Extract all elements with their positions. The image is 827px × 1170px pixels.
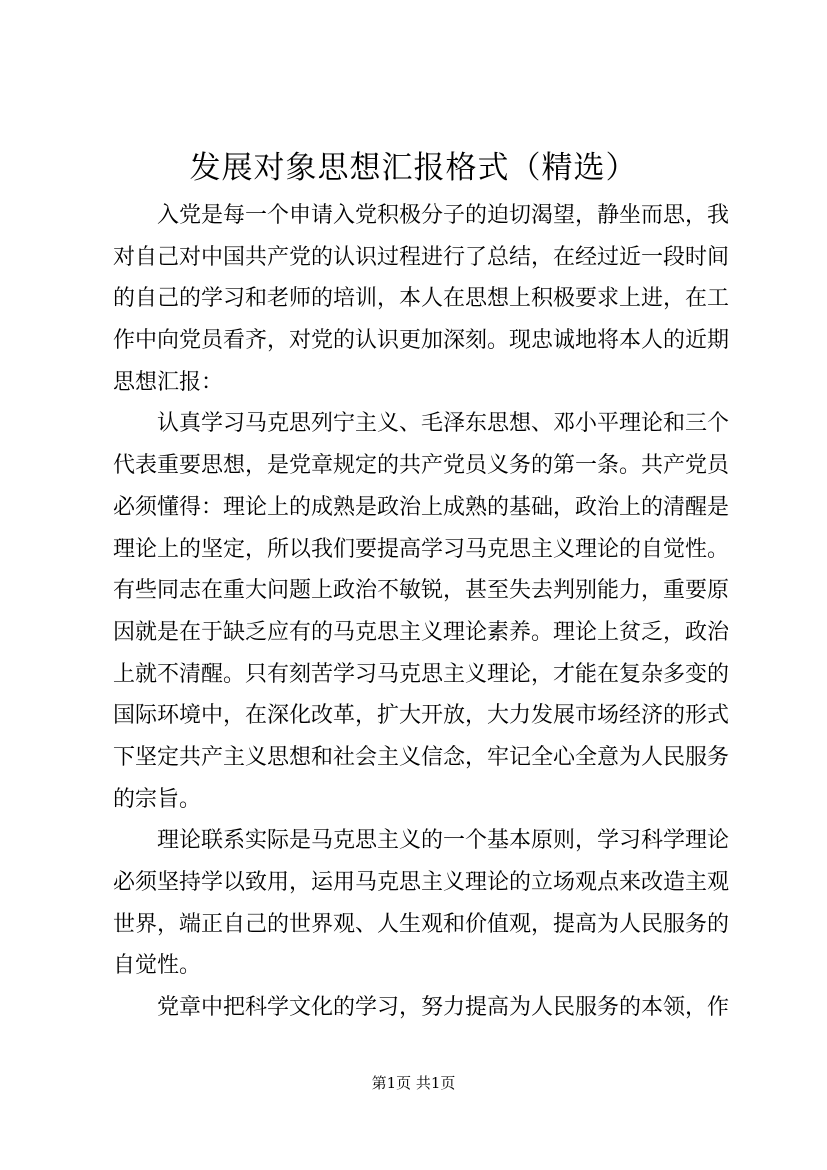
- paragraph-2-line-4: 理论上的坚定，所以我们要提高学习马克思主义理论的自觉性。: [113, 536, 730, 562]
- page-number-footer: 第1页 共1页: [371, 1074, 456, 1092]
- paragraph-2-line-3: 必须懂得：理论上的成熟是政治上成熟的基础，政治上的清醒是: [113, 494, 730, 520]
- paragraph-2-line-8: 国际环境中，在深化改革，扩大开放，大力发展市场经济的形式: [113, 703, 730, 729]
- paragraph-2-line-9: 下坚定共产主义思想和社会主义信念，牢记全心全意为人民服务: [113, 744, 730, 770]
- paragraph-3-line-3: 世界，端正自己的世界观、人生观和价值观，提高为人民服务的: [113, 911, 730, 937]
- paragraph-1-line-3: 的自己的学习和老师的培训，本人在思想上积极要求上进，在工: [113, 286, 730, 312]
- paragraph-1-line-2: 对自己对中国共产党的认识过程进行了总结，在经过近一段时间: [113, 244, 730, 270]
- paragraph-2-line-1: 认真学习马克思列宁主义、毛泽东思想、邓小平理论和三个: [157, 411, 730, 437]
- paragraph-2-line-7: 上就不清醒。只有刻苦学习马克思主义理论，才能在复杂多变的: [113, 661, 730, 687]
- paragraph-2-line-6: 因就是在于缺乏应有的马克思主义理论素养。理论上贫乏，政治: [113, 619, 730, 645]
- paragraph-2-line-5: 有些同志在重大问题上政治不敏锐，甚至失去判别能力，重要原: [113, 578, 730, 604]
- document-body: [113, 195, 733, 1029]
- paragraph-1-line-4: 作中向党员看齐，对党的认识更加深刻。现忠诚地将本人的近期: [113, 328, 730, 354]
- paragraph-1-line-5: 思想汇报：: [113, 369, 224, 395]
- paragraph-2-line-10: 的宗旨。: [113, 786, 202, 812]
- paragraph-3-line-1: 理论联系实际是马克思主义的一个基本原则，学习科学理论: [157, 828, 730, 854]
- document-title: 发展对象思想汇报格式（精选）: [189, 150, 638, 186]
- paragraph-2-line-2: 代表重要思想，是党章规定的共产党员义务的第一条。共产党员: [113, 453, 730, 479]
- paragraph-3-line-4: 自觉性。: [113, 953, 202, 979]
- paragraph-1-line-1: 入党是每一个申请入党积极分子的迫切渴望，静坐而思，我: [157, 203, 730, 228]
- paragraph-4-line-1: 党章中把科学文化的学习，努力提高为人民服务的本领，作: [157, 995, 730, 1021]
- paragraph-3-line-2: 必须坚持学以致用，运用马克思主义理论的立场观点来改造主观: [113, 870, 730, 895]
